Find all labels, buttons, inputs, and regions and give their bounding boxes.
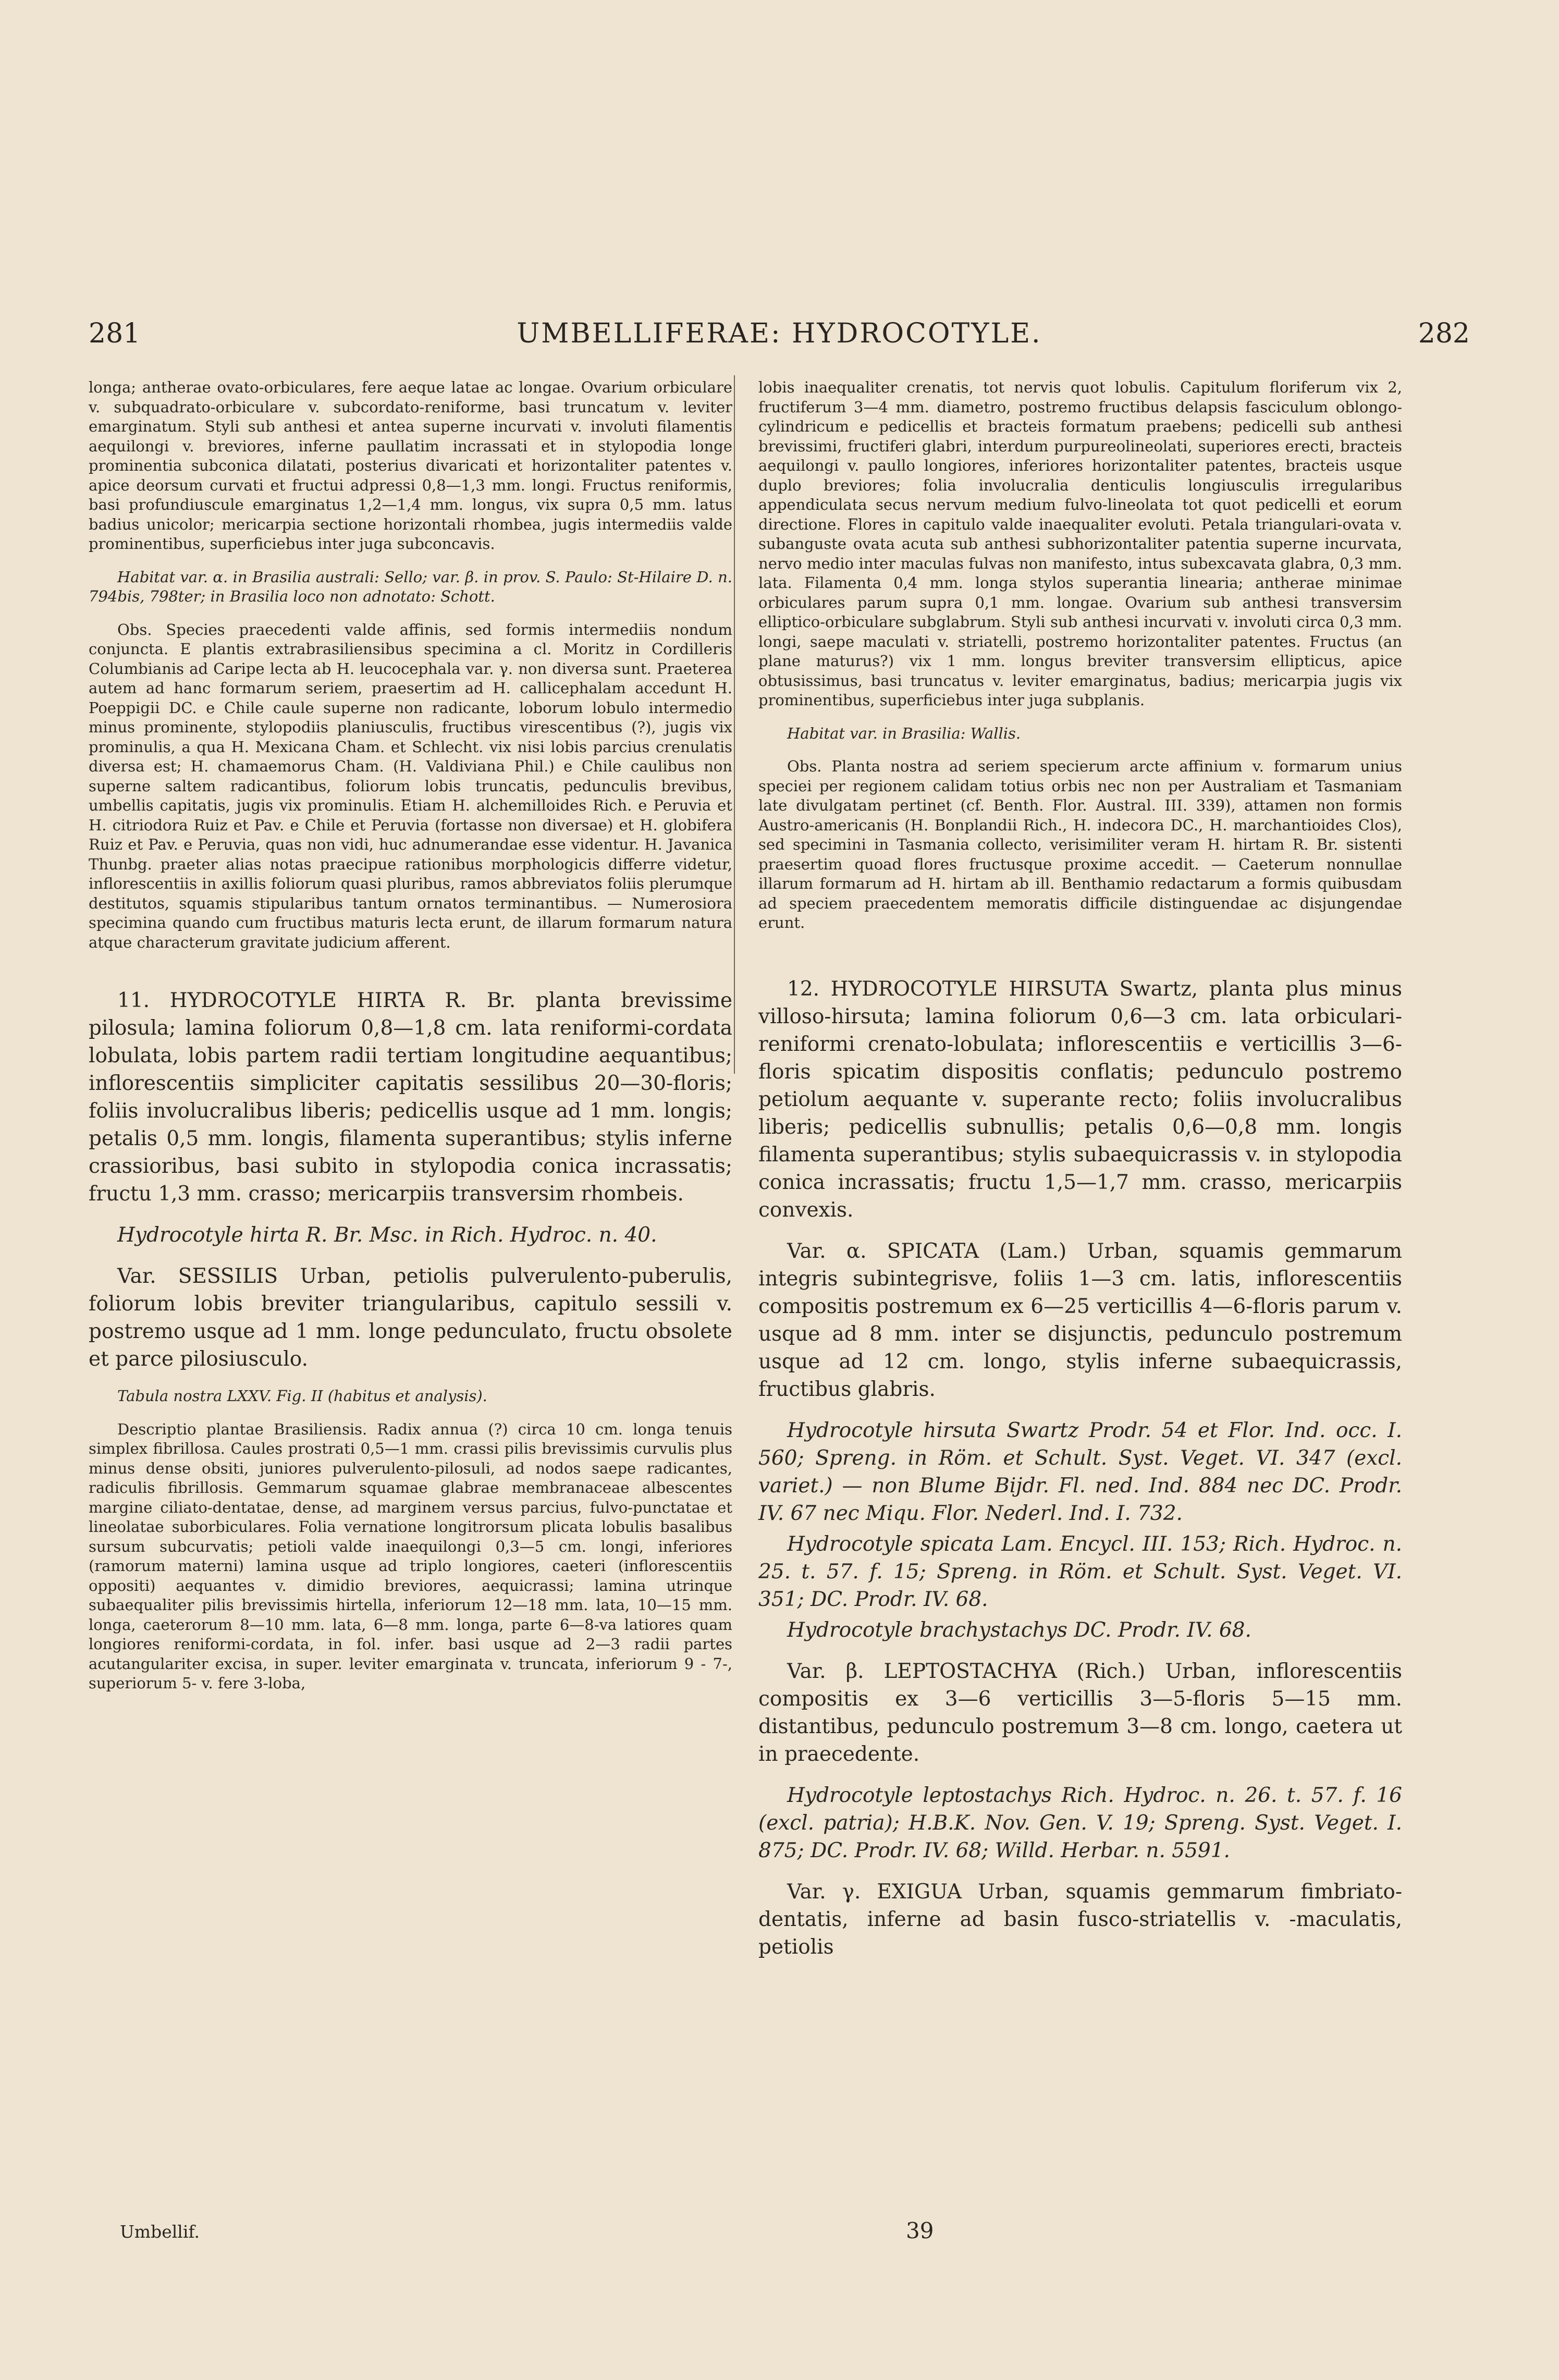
variety-beta: Var. β. LEPTOSTACHYA (Rich.) Urban, inflorescentiis compositis ex 3—6 verticillis 3—5-floris 5—15 mm. distantibus, pedunculo postremum 3—8 cm. longo, caetera ut in praecedente. <box>758 1659 1402 1766</box>
description-continued: longa; antherae ovato-orbiculares, fere aeque latae ac longae. Ovarium orbiculare v. subquadrato-orbiculare v. subcordato-reniforme, basi truncatum v. leviter emarginatum. Styli sub anthesi et antea superne incurvati v. involuti filamentis aequilongi v. breviores, inferne paullatim incrassati et in stylopodia longe prominentia subconica dilatati, posterius divaricati et horizontaliter patentes v. apice deorsum curvati et fructui adpressi 0,8—1,3 mm. longi. Fructus reniformis, basi profundiuscule emarginatus 1,2—1,4 mm. longus, vix supra 0,5 mm. latus badius unicolor; mericarpia sectione horizontali rhombea, jugis intermediis valde prominentibus, superficiebus inter juga subconcavis. <box>89 378 732 553</box>
right-column <box>758 378 1402 1974</box>
variety-alpha-reference-2: Hydrocotyle spicata Lam. Encycl. III. 153; Rich. Hydroc. n. 25. t. 57. f. 15; Spreng. in Röm. et Schult. Syst. Veget. VI. 351; DC. Prodr. IV. 68. <box>758 1532 1402 1611</box>
species-11-reference: Hydrocotyle hirta R. Br. Msc. in Rich. Hydroc. n. 40. <box>117 1223 657 1247</box>
variety-gamma: Var. γ. EXIGUA Urban, squamis gemmarum fimbriato-dentatis, inferne ad basin fusco-striatellis v. -maculatis, petiolis <box>758 1880 1402 1959</box>
spacer <box>758 947 1402 975</box>
description-continued-right: lobis inaequaliter crenatis, tot nervis quot lobulis. Capitulum floriferum vix 2, fructiferum 3—4 mm. diametro, postremo fructibus delapsis fasciculum oblongo-cylindricum e pedicellis et bracteis formatum praebens; pedicelli sub anthesi brevissimi, fructiferi glabri, interdum purpureolineolati, superiores erecti, bracteis aequilongi v. paullo longiores, inferiores horizontaliter patentes, bracteis usque duplo breviores; folia involucralia denticulis longiusculis irregularibus appendiculata secus nervum medium fulvo-lineolata tot quot pedicelli et eorum directione. Flores in capitulo valde inaequaliter evoluti. Petala triangulari-ovata v. subanguste ovata acuta sub anthesi subhorizontaliter patentia superne incurvata, nervo medio inter maculas fulvas non manifesto, intus subexcavata glabra, 0,3 mm. lata. Filamenta 0,4 mm. longa stylos superantia linearia; antherae minimae orbiculares parum supra 0,1 mm. longae. Ovarium sub anthesi transversim elliptico-orbiculare subglabrum. Styli sub anthesi incurvati v. involuti circa 0,3 mm. longi, saepe maculati v. striatelli, postremo horizontaliter patentes. Fructus (an plane maturus?) vix 1 mm. longus breviter transversim ellipticus, apice obtusissimus, basi truncatus v. leviter emarginatus, badius; mericarpia jugis vix prominentibus, superficiebus inter juga subplanis. <box>758 378 1402 709</box>
species-12-diagnosis: 12. HYDROCOTYLE HIRSUTA Swartz, planta plus minus villoso-hirsuta; lamina foliorum 0,6—3 cm. lata orbiculari-reniformi crenato-lobulata; inflorescentiis e verticillis 3—6-floris spicatim dispositis conflatis; pedunculo postremo petiolum aequante v. superante recto; foliis involucralibus liberis; pedicellis subnullis; petalis 0,6—0,8 mm. longis filamenta superantibus; stylis subaequicrassis v. in stylopodia conica incrassatis; fructu 1,5—1,7 mm. crasso, mericarpiis convexis. <box>758 977 1402 1222</box>
page-number-right: 282 <box>1418 318 1470 349</box>
observation-note: Obs. Species praecedenti valde affinis, sed formis intermediis nondum conjuncta. E plantis extrabrasiliensibus specimina a cl. Moritz in Cordilleris Columbianis ad Caripe lecta ab H. leucocephala var. γ. non diversa sunt. Praeterea autem ad hanc formarum seriem, praesertim ad H. callicephalam accedunt H. Poeppigii DC. e Chile caule superne non radicante, loborum lobulo intermedio minus prominente, stylopodiis planiusculis, fructibus virescentibus (?), jugis vix prominulis, a qua H. Mexicana Cham. et Schlecht. vix nisi lobis parcius crenulatis diversa est; H. chamaemorus Cham. (H. Valdiviana Phil.) e Chile caulibus non superne saltem radicantibus, foliorum lobis truncatis, pedunculis brevibus, umbellis capitatis, jugis vix prominulis. Etiam H. alchemilloides Rich. e Peruvia et H. citriodora Ruiz et Pav. e Chile et Peruvia (fortasse non diversae) et H. globifera Ruiz et Pav. e Peruvia, quas non vidi, huc adnumerandae esse videntur. H. Javanica Thunbg. praeter alias notas praecipue rationibus morphologicis differre videtur, inflorescentiis in axillis foliorum quasi pluribus, ramos abbreviatos foliis plerumque destitutos, squamis stipularibus tantum ornatos terminantibus. — Numerosiora specimina quando cum fructibus maturis lecta erunt, de illarum formarum natura atque characterum gravitate judicium afferent. <box>89 620 732 951</box>
variety-sessilis: Var. SESSILIS Urban, petiolis pulverulento-puberulis, foliorum lobis breviter triangularibus, capitulo sessili v. postremo usque ad 1 mm. longe pedunculato, fructu obsolete et parce pilosiusculo. <box>89 1265 732 1371</box>
left-column <box>89 378 732 1707</box>
observation-note-right: Obs. Planta nostra ad seriem specierum arcte affinium v. formarum unius speciei per regionem calidam totius orbis nec non per Australiam et Tasmaniam late divulgatam pertinet (cf. Benth. Flor. Austral. III. 339), attamen non formis Austro-americanis (H. Bonplandii Rich., H. indecora DC., H. marchantioides Clos), sed specimini in Tasmania collecto, verisimiliter veram H. hirtam R. Br. sistenti praesertim quoad flores fructusque proxime accedit. — Caeterum nonnullae illarum formarum ad H. hirtam ab ill. Benthamio redactarum a formis quibusdam ad speciem praecedentem memoratis difficile distinguendae ac disjungendae erunt. <box>758 757 1402 931</box>
species-11-diagnosis: 11. HYDROCOTYLE HIRTA R. Br. planta brevissime pilosula; lamina foliorum 0,8—1,8 cm. lata reniformi-cordata lobulata, lobis partem radii tertiam longitudine aequantibus; inflorescentiis simpliciter capitatis sessilibus 20—30-floris; foliis involucralibus liberis; pedicellis usque ad 1 mm. longis; petalis 0,5 mm. longis, filamenta superantibus; stylis inferne crassioribus, basi subito in stylopodia conica incrassatis; fructu 1,3 mm. crasso; mericarpiis transversim rhombeis. <box>89 989 732 1206</box>
variety-alpha: Var. α. SPICATA (Lam.) Urban, squamis gemmarum integris subintegrisve, foliis 1—3 cm. latis, inflorescentiis compositis postremum ex 6—25 verticillis 4—6-floris parum v. usque ad 8 mm. inter se disjunctis, pedunculo postremum usque ad 12 cm. longo, stylis inferne subaequicrassis, fructibus glabris. <box>758 1239 1402 1401</box>
variety-alpha-reference-1: Hydrocotyle hirsuta Swartz Prodr. 54 et Flor. Ind. occ. I. 560; Spreng. in Röm. et Schult. Syst. Veget. VI. 347 (excl. variet.) — non Blume Bijdr. Fl. ned. Ind. 884 nec DC. Prodr. IV. 67 nec Miqu. Flor. Nederl. Ind. I. 732. <box>758 1418 1402 1525</box>
page-header <box>89 315 1470 352</box>
variety-beta-reference: Hydrocotyle leptostachys Rich. Hydroc. n. 26. t. 57. f. 16 (excl. patria); H.B.K. Nov. Gen. V. 19; Spreng. Syst. Veget. I. 875; DC. Prodr. IV. 68; Willd. Herbar. n. 5591. <box>758 1783 1402 1862</box>
spacer <box>89 966 732 987</box>
running-title: UMBELLIFERAE: HYDROCOTYLE. <box>517 318 1042 349</box>
sheet-number: 39 <box>906 2218 934 2243</box>
page-number-left: 281 <box>89 318 141 349</box>
plate-reference: Tabula nostra LXXV. Fig. II (habitus et analysis). <box>117 1387 487 1405</box>
variety-alpha-reference-3: Hydrocotyle brachystachys DC. Prodr. IV. 68. <box>787 1618 1251 1642</box>
habitat-note-right: Habitat var. in Brasilia: Wallis. <box>787 724 1021 742</box>
column-divider <box>734 375 735 1074</box>
habitat-note: Habitat var. α. in Brasilia australi: Sello; var. β. in prov. S. Paulo: St-Hilaire D. n. 794bis, 798ter; in Brasilia loco non adnotato: Schott. <box>89 568 732 605</box>
signature-mark: Umbellif. <box>120 2222 200 2242</box>
species-11-description: Descriptio plantae Brasiliensis. Radix annua (?) circa 10 cm. longa tenuis simplex fibrillosa. Caules prostrati 0,5—1 mm. crassi pilis brevissimis curvulis plus minus dense obsiti, juniores pulverulento-pilosuli, ad nodos saepe radicantes, radiculis fibrillosis. Gemmarum squamae glabrae membranaceae albescentes margine ciliato-dentatae, dense, ad marginem versus parcius, fulvo-punctatae et lineolatae suborbiculares. Folia vernatione longitrorsum plicata lobulis basalibus sursum subcurvatis; petioli valde inaequilongi 0,3—5 cm. longi, inferiores (ramorum materni) lamina usque ad triplo longiores, caeteri (inflorescentiis oppositi) aequantes v. dimidio breviores, aequicrassi; lamina utrinque subaequaliter pilis brevissimis hirtella, inferiorum 12—18 mm. lata, 10—15 mm. longa, caeterorum 8—10 mm. lata, 6—8 mm. longa, parte 6—8-va latiores quam longiores reniformi-cordata, in fol. infer. basi usque ad 2—3 radii partes acutangulariter excisa, in super. leviter emarginata v. truncata, inferiorum 9 - 7-, superiorum 5- v. fere 3-loba, <box>89 1420 732 1692</box>
